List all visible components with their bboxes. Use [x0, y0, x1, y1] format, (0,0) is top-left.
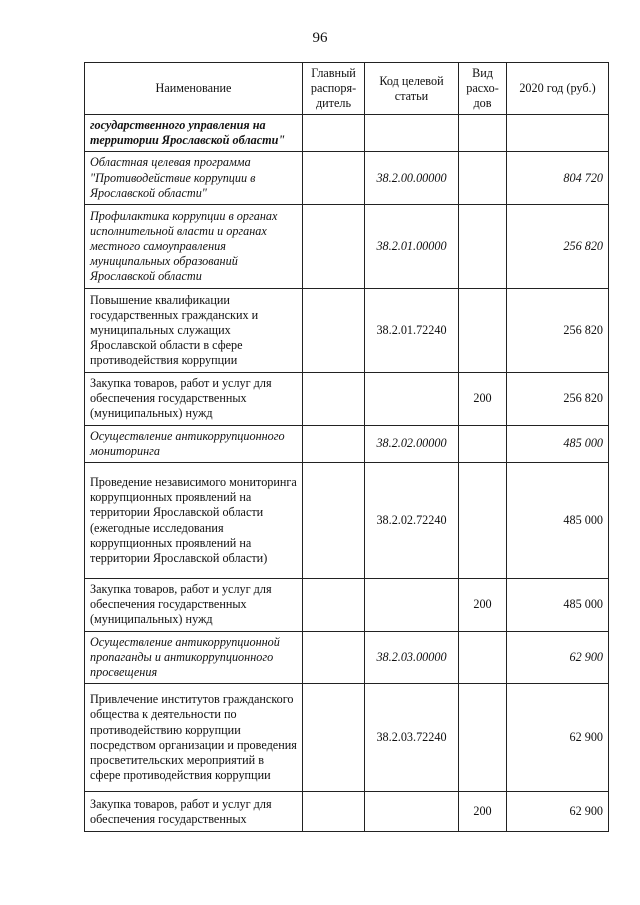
row-kod: [365, 792, 459, 832]
row-vid: 200: [459, 792, 507, 832]
row-kod: [365, 115, 459, 152]
row-rp: [303, 289, 365, 373]
header-name: Наименование: [85, 63, 303, 115]
row-name: Профилактика коррупции в органах исполнительной власти и органах местного самоуправления муниципальных образований Ярославской области: [85, 205, 303, 289]
table-row: [85, 463, 609, 579]
row-kod: 38.2.01.00000: [365, 205, 459, 289]
row-rp: [303, 373, 365, 426]
row-summa: 62 900: [507, 792, 609, 832]
budget-table: [84, 62, 609, 832]
row-vid: [459, 205, 507, 289]
row-summa: 62 900: [507, 684, 609, 792]
row-name: Осуществление антикоррупционной пропаганды и антикоррупционного просвещения: [85, 631, 303, 684]
table-row: [85, 792, 609, 832]
table-row: [85, 579, 609, 632]
row-rp: [303, 425, 365, 462]
row-summa: 256 820: [507, 205, 609, 289]
table-row: [85, 152, 609, 205]
row-name: государственного управления на территории Ярославской области": [85, 115, 303, 152]
table-row: [85, 115, 609, 152]
row-summa: 485 000: [507, 425, 609, 462]
table-row: [85, 289, 609, 373]
row-rp: [303, 792, 365, 832]
table-row: [85, 631, 609, 684]
header-rp: Главный распоря-дитель: [303, 63, 365, 115]
row-kod: 38.2.03.00000: [365, 631, 459, 684]
row-name: Осуществление антикоррупционного мониторинга: [85, 425, 303, 462]
row-vid: [459, 289, 507, 373]
row-rp: [303, 115, 365, 152]
table-header-row: [85, 63, 609, 115]
row-kod: [365, 579, 459, 632]
row-name: Закупка товаров, работ и услуг для обеспечения государственных (муниципальных) нужд: [85, 373, 303, 426]
row-summa: 804 720: [507, 152, 609, 205]
row-kod: [365, 373, 459, 426]
row-summa: 485 000: [507, 579, 609, 632]
row-name: Повышение квалификации государственных гражданских и муниципальных служащих Ярославской области в сфере противодействия коррупции: [85, 289, 303, 373]
header-kod: Код целевой статьи: [365, 63, 459, 115]
row-kod: 38.2.02.00000: [365, 425, 459, 462]
table-row: [85, 205, 609, 289]
row-rp: [303, 631, 365, 684]
row-name: Областная целевая программа "Противодействие коррупции в Ярославской области": [85, 152, 303, 205]
row-summa: 485 000: [507, 463, 609, 579]
row-rp: [303, 463, 365, 579]
row-rp: [303, 579, 365, 632]
row-kod: 38.2.02.72240: [365, 463, 459, 579]
header-vid: Вид расхо-дов: [459, 63, 507, 115]
table-row: [85, 684, 609, 792]
row-name: Закупка товаров, работ и услуг для обеспечения государственных (муниципальных) нужд: [85, 579, 303, 632]
row-vid: [459, 152, 507, 205]
row-vid: [459, 684, 507, 792]
row-summa: [507, 115, 609, 152]
row-rp: [303, 684, 365, 792]
row-summa: 62 900: [507, 631, 609, 684]
table-row: [85, 425, 609, 462]
row-rp: [303, 205, 365, 289]
row-rp: [303, 152, 365, 205]
row-kod: 38.2.03.72240: [365, 684, 459, 792]
table-row: [85, 373, 609, 426]
row-name: Привлечение институтов гражданского общества к деятельности по противодействию коррупции посредством организации и проведения просветительских мероприятий в сфере противодействия коррупции: [85, 684, 303, 792]
row-name: Закупка товаров, работ и услуг для обеспечения государственных: [85, 792, 303, 832]
row-vid: 200: [459, 373, 507, 426]
row-kod: 38.2.01.72240: [365, 289, 459, 373]
header-summa: 2020 год (руб.): [507, 63, 609, 115]
row-vid: [459, 115, 507, 152]
row-summa: 256 820: [507, 373, 609, 426]
row-vid: [459, 463, 507, 579]
page-number: 96: [312, 30, 328, 46]
row-name: Проведение независимого мониторинга коррупционных проявлений на территории Ярославской области (ежегодные исследования коррупционных проявлений на территории Ярославской области): [85, 463, 303, 579]
row-vid: [459, 631, 507, 684]
row-summa: 256 820: [507, 289, 609, 373]
row-vid: [459, 425, 507, 462]
row-kod: 38.2.00.00000: [365, 152, 459, 205]
row-vid: 200: [459, 579, 507, 632]
